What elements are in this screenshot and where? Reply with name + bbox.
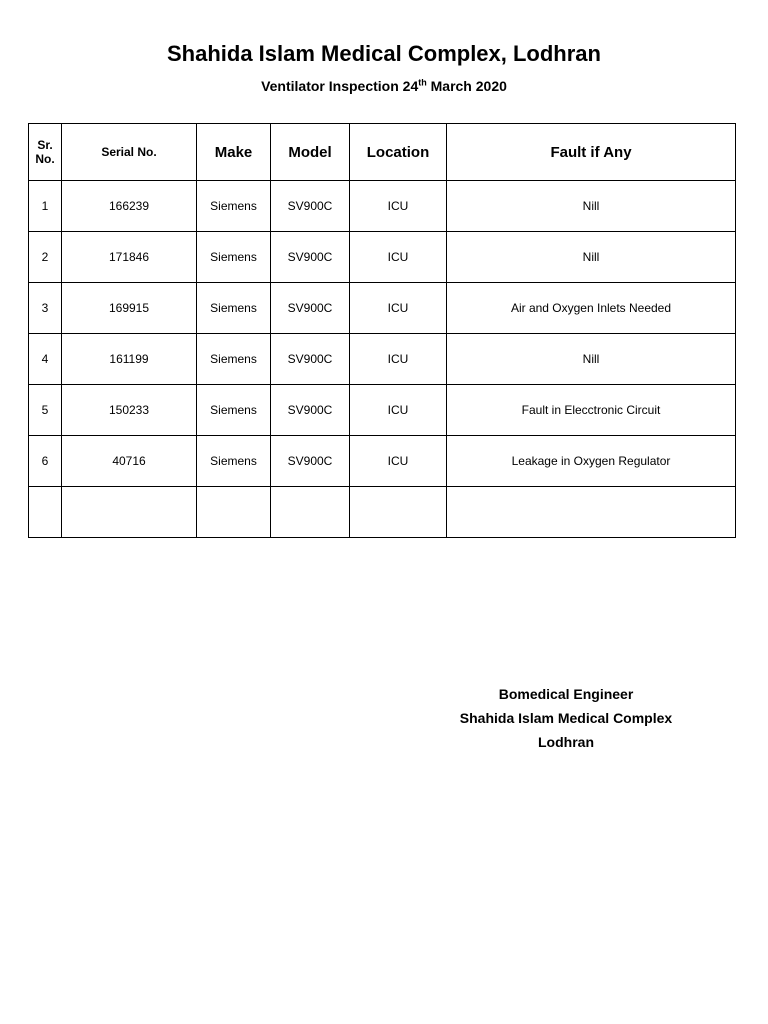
cell-fault: Leakage in Oxygen Regulator [447,436,736,487]
cell-serial: 150233 [62,385,197,436]
cell-location: ICU [350,334,447,385]
cell-location: ICU [350,181,447,232]
cell-make [197,487,271,538]
cell-model [271,487,350,538]
cell-fault: Fault in Elecctronic Circuit [447,385,736,436]
cell-serial [62,487,197,538]
cell-model: SV900C [271,181,350,232]
cell-sr: 1 [29,181,62,232]
cell-fault [447,487,736,538]
table-row [29,232,736,283]
cell-location [350,487,447,538]
cell-location: ICU [350,232,447,283]
cell-serial: 40716 [62,436,197,487]
signature-block [424,682,708,754]
cell-fault: Nill [447,232,736,283]
table-row [29,436,736,487]
table-row [29,181,736,232]
subtitle-main: Ventilator Inspection 24 [261,78,419,94]
cell-model: SV900C [271,232,350,283]
cell-sr [29,487,62,538]
cell-serial: 166239 [62,181,197,232]
table-row-empty [29,487,736,538]
cell-model: SV900C [271,385,350,436]
cell-location: ICU [350,385,447,436]
table-row [29,283,736,334]
subtitle-ordinal-suffix: th [418,77,427,88]
cell-model: SV900C [271,283,350,334]
cell-model: SV900C [271,436,350,487]
cell-make: Siemens [197,283,271,334]
table-row [29,385,736,436]
table-header-row [29,124,736,181]
table-row [29,334,736,385]
cell-serial: 171846 [62,232,197,283]
cell-sr: 4 [29,334,62,385]
cell-sr: 5 [29,385,62,436]
cell-location: ICU [350,283,447,334]
cell-make: Siemens [197,385,271,436]
cell-model: SV900C [271,334,350,385]
header-sr-no: Sr. No. [29,124,62,181]
header-fault: Fault if Any [447,124,736,181]
header-serial-no: Serial No. [62,124,197,181]
signature-line-title: Bomedical Engineer [498,686,634,702]
document-subtitle [0,78,768,94]
cell-serial: 161199 [62,334,197,385]
subtitle-end: March 2020 [426,78,507,94]
header-make: Make [197,124,271,181]
cell-make: Siemens [197,181,271,232]
cell-location: ICU [350,436,447,487]
cell-sr: 6 [29,436,62,487]
cell-fault: Nill [447,181,736,232]
cell-fault: Nill [447,334,736,385]
cell-serial: 169915 [62,283,197,334]
signature-line-organization: Shahida Islam Medical Complex [459,710,673,726]
cell-make: Siemens [197,232,271,283]
cell-make: Siemens [197,334,271,385]
cell-sr: 2 [29,232,62,283]
document-title: Shahida Islam Medical Complex, Lodhran [167,41,601,66]
inspection-table [28,123,736,538]
cell-make: Siemens [197,436,271,487]
header-model: Model [271,124,350,181]
header-location: Location [350,124,447,181]
cell-fault: Air and Oxygen Inlets Needed [447,283,736,334]
cell-sr: 3 [29,283,62,334]
signature-line-city: Lodhran [538,734,594,750]
